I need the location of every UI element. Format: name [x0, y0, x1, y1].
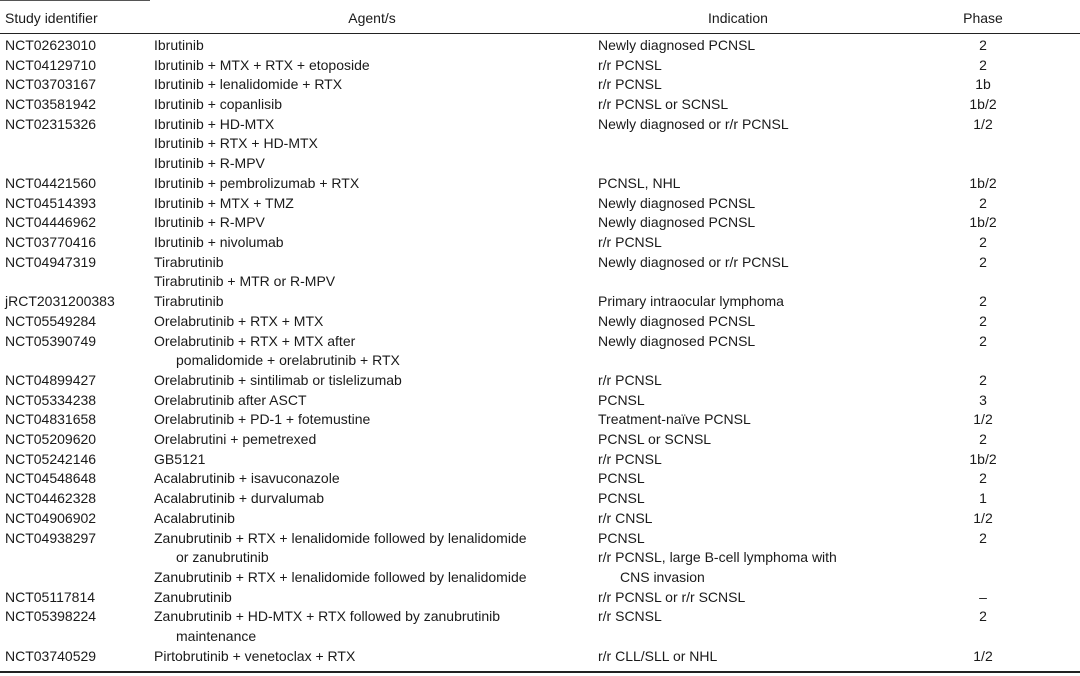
indication-cell: [598, 213, 755, 233]
agent-line: Ibrutinib + copanlisib: [154, 96, 283, 113]
indication-cell: [598, 253, 789, 273]
study-identifier-cell: NCT03740529: [5, 647, 97, 664]
indication-line: Newly diagnosed PCNSL: [598, 312, 756, 329]
agent-line: Tirabrutinib: [154, 253, 224, 270]
agent-line: Acalabrutinib: [154, 509, 235, 526]
indication-cell: [598, 469, 645, 489]
indication-cell: [598, 115, 789, 135]
agent-line: Ibrutinib + MTX + TMZ: [154, 194, 294, 211]
study-identifier-cell: NCT04906902: [5, 509, 97, 526]
indication-line: r/r PCNSL: [598, 450, 662, 467]
agent-cell: [154, 489, 324, 509]
agent-cell: [154, 509, 235, 529]
study-identifier-cell: NCT04446962: [5, 214, 97, 231]
study-identifier-cell: NCT04129710: [5, 56, 97, 73]
header-study-identifier: Study identifier: [5, 10, 98, 26]
agent-line: Orelabrutinib + RTX + MTX: [154, 312, 324, 329]
study-identifier-cell: NCT04947319: [5, 253, 97, 270]
agent-line: Ibrutinib + pembrolizumab + RTX: [154, 174, 360, 191]
study-identifier-cell: NCT02623010: [5, 37, 97, 53]
indication-line: Primary intraocular lymphoma: [598, 293, 784, 310]
study-identifier-cell: NCT02315326: [5, 115, 97, 132]
top-partial-rule: [0, 0, 150, 1]
agent-cell: [154, 607, 500, 646]
indication-cell: [598, 430, 711, 450]
agent-line: Ibrutinib + HD-MTX: [154, 115, 275, 132]
indication-cell: [598, 312, 755, 332]
agent-line: Ibrutinib + R-MPV: [154, 154, 265, 171]
study-identifier-cell: NCT05334238: [5, 391, 97, 408]
indication-cell: [598, 647, 717, 667]
indication-line: r/r SCNSL: [598, 608, 662, 625]
study-identifier-cell: NCT03770416: [5, 234, 97, 250]
indication-cell: [598, 36, 755, 56]
agent-line: Tirabrutinib + MTR or R-MPV: [154, 273, 336, 290]
agent-line: Acalabrutinib + isavuconazole: [154, 470, 340, 487]
agent-cell: [154, 292, 224, 312]
agent-cell: [154, 410, 370, 430]
agent-line: Zanubrutinib + RTX + lenalidomide followed by lenalidomide: [154, 568, 527, 585]
agent-line: Zanubrutinib + RTX + lenalidomide followed by lenalidomide: [154, 529, 527, 546]
agent-line: Tirabrutinib: [154, 293, 224, 310]
indication-line: Newly diagnosed or r/r PCNSL: [598, 253, 789, 270]
agent-line: Zanubrutinib: [154, 588, 232, 605]
agent-line: maintenance: [176, 627, 257, 644]
indication-line: r/r PCNSL, large B-cell lymphoma with: [598, 549, 837, 566]
agent-line: Ibrutinib + RTX + HD-MTX: [154, 135, 318, 152]
agent-cell: [154, 213, 265, 233]
indication-cell: [598, 174, 680, 194]
study-identifier-cell: NCT04899427: [5, 371, 97, 388]
agent-cell: [154, 36, 204, 56]
indication-line: PCNSL: [598, 490, 645, 507]
study-identifier-cell: NCT05209620: [5, 431, 97, 447]
study-identifier-cell: NCT05390749: [5, 332, 97, 349]
indication-cell: [598, 391, 645, 411]
indication-line: Treatment-naïve PCNSL: [598, 411, 751, 428]
indication-cell: [598, 56, 662, 76]
indication-cell: [598, 410, 751, 430]
indication-line: r/r CLL/SLL or NHL: [598, 647, 718, 664]
agent-cell: [154, 115, 318, 174]
study-identifier-cell: NCT04462328: [5, 490, 97, 507]
header-indication: Indication: [708, 10, 768, 26]
agent-line: Orelabrutinib + PD-1 + fotemustine: [154, 411, 371, 428]
agent-line: or zanubrutinib: [176, 549, 269, 566]
agent-cell: [154, 312, 323, 332]
indication-line: r/r PCNSL: [598, 234, 662, 250]
agent-line: Ibrutinib: [154, 37, 204, 53]
indication-line: r/r PCNSL: [598, 76, 662, 93]
study-identifier-cell: NCT03703167: [5, 76, 97, 93]
indication-line: r/r PCNSL or SCNSL: [598, 96, 729, 113]
study-identifier-cell: jRCT2031200383: [5, 293, 115, 310]
indication-line: PCNSL: [598, 529, 645, 546]
indication-line: r/r PCNSL or r/r SCNSL: [598, 588, 746, 605]
study-identifier-cell: NCT04938297: [5, 529, 97, 546]
indication-cell: [598, 292, 784, 312]
agent-line: Ibrutinib + R-MPV: [154, 214, 265, 231]
agent-cell: [154, 75, 342, 95]
study-identifier-cell: NCT04831658: [5, 411, 97, 428]
agent-cell: [154, 469, 340, 489]
indication-cell: [598, 529, 837, 588]
indication-line: r/r PCNSL: [598, 56, 662, 73]
indication-cell: [598, 95, 728, 115]
indication-line: Newly diagnosed PCNSL: [598, 194, 756, 211]
agent-cell: [154, 371, 402, 391]
study-identifier-cell: NCT05242146: [5, 450, 97, 467]
indication-cell: [598, 607, 662, 627]
agent-cell: [154, 450, 205, 470]
agent-line: Ibrutinib + nivolumab: [154, 234, 284, 250]
indication-cell: [598, 489, 645, 509]
indication-line: r/r CNSL: [598, 509, 653, 526]
agent-line: Ibrutinib + MTX + RTX + etoposide: [154, 56, 370, 73]
agent-line: Orelabrutini + pemetrexed: [154, 431, 317, 447]
agent-cell: [154, 529, 527, 588]
agent-cell: [154, 332, 400, 371]
indication-line: PCNSL, NHL: [598, 174, 681, 191]
indication-line: PCNSL: [598, 470, 645, 487]
study-identifier-cell: NCT04514393: [5, 194, 97, 211]
agent-line: Orelabrutinib after ASCT: [154, 391, 307, 408]
indication-cell: [598, 75, 662, 95]
agent-cell: [154, 56, 370, 76]
indication-line: Newly diagnosed PCNSL: [598, 332, 756, 349]
study-identifier-cell: NCT05549284: [5, 312, 97, 329]
study-identifier-cell: NCT05117814: [5, 588, 96, 605]
agent-line: GB5121: [154, 450, 206, 467]
agent-cell: [154, 194, 294, 214]
indication-line: CNS invasion: [620, 568, 705, 585]
indication-line: PCNSL or SCNSL: [598, 431, 712, 447]
indication-cell: [598, 371, 662, 391]
agent-line: Ibrutinib + lenalidomide + RTX: [154, 76, 343, 93]
agent-line: Zanubrutinib + HD-MTX + RTX followed by zanubrutinib: [154, 608, 501, 625]
agent-line: Pirtobrutinib + venetoclax + RTX: [154, 647, 356, 664]
indication-cell: [598, 233, 662, 253]
indication-line: Newly diagnosed or r/r PCNSL: [598, 115, 789, 132]
header-rule: [0, 33, 1080, 34]
study-identifier-cell: NCT04548648: [5, 470, 97, 487]
bottom-rule: [0, 671, 1080, 673]
indication-cell: [598, 588, 745, 608]
indication-cell: [598, 450, 662, 470]
agent-cell: [154, 253, 335, 292]
agent-line: pomalidomide + orelabrutinib + RTX: [176, 352, 400, 369]
agent-cell: [154, 174, 359, 194]
agent-cell: [154, 391, 307, 411]
indication-cell: [598, 332, 755, 352]
study-identifier-cell: NCT05398224: [5, 608, 97, 625]
indication-line: Newly diagnosed PCNSL: [598, 214, 756, 231]
study-identifier-cell: NCT04421560: [5, 174, 97, 191]
header-agents: Agent/s: [348, 10, 396, 26]
indication-line: PCNSL: [598, 391, 645, 408]
indication-cell: [598, 194, 755, 214]
agent-cell: [154, 588, 232, 608]
agent-line: Orelabrutinib + RTX + MTX after: [154, 332, 356, 349]
study-identifier-cell: NCT03581942: [5, 96, 97, 113]
agent-cell: [154, 430, 316, 450]
agent-cell: [154, 95, 282, 115]
agent-cell: [154, 233, 284, 253]
indication-line: r/r PCNSL: [598, 371, 662, 388]
indication-cell: [598, 509, 652, 529]
agent-cell: [154, 647, 355, 667]
agent-line: Acalabrutinib + durvalumab: [154, 490, 325, 507]
indication-line: Newly diagnosed PCNSL: [598, 37, 756, 53]
agent-line: Orelabrutinib + sintilimab or tislelizumab: [154, 371, 402, 388]
